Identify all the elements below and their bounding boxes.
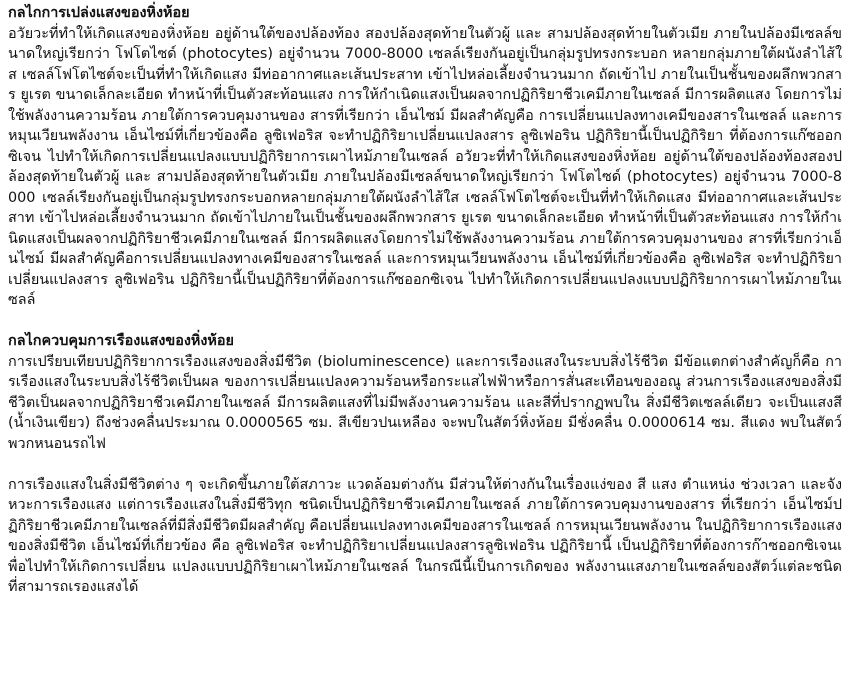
- section-spacer: [8, 311, 842, 332]
- section-paragraph: อวัยวะที่ทำให้เกิดแสงของหิ่งห้อย อยู่ด้านใต้ของปล้องท้อง สองปล้องสุดท้ายในตัวผู้ และ สามปล้องสุดท้ายในตัวเมีย ภายในปล้องมีเซลล์ขนาดใหญ่เรียกว่า โฟโตไซด์ (photocytes) อยู่จำนวน 7000-8000 เซลล์เรียงกันอยู่เป็นกลุ่มรูปทรงกระบอก หลายกลุ่มภายใต้ผนังลำไส้ใส เซลล์โฟโตไซต์จะเป็นที่ทำให้เกิดแสง มีท่ออากาศและเส้นประสาท เข้าไปหล่อเลี้ยงจำนวนมาก ถัดเข้าไป ภายในเป็นชั้นของผลึกพวกสาร ยูเรต ขนาดเล็กละเอียด ทำหน้าที่เป็นตัวสะท้อนแสง การให้กำเนิดแสงเป็นผลจากปฏิกิริยาชีวเคมีภายในเซลล์ มีการผลิตแสง โดยการไม่ใช้พลังงานความร้อน ภายใต้การควบคุมงานของ สารที่เรียกว่า เอ็นไซม์ มีผลสำคัญคือ การเปลี่ยนแปลงทางเคมีของสารในเซลล์ และการหมุนเวียนพลังงาน เอ็นไซม์ที่เกี่ยวข้องคือ ลูซิเฟอริส จะทำปฏิกิริยาเปลี่ยนแปลงสาร ลูซิเฟอริน ปฏิกิริยานี้เป็นปฏิกิริยา ที่ต้องการแก๊ซออกซิเจน ไปทำให้เกิดการเปลี่ยนแปลงแบบปฏิกิริยาการเผาไหม้ภายในเซลล์ อวัยวะที่ทำให้เกิดแสงของหิ่งห้อย อยู่ด้านใต้ของปล้องท้องสองปล้องสุดท้ายในตัวผู้ และ สามปล้องสุดท้ายในตัวเมีย ภายในปล้องมีเซลล์ขนาดใหญ่เรียกว่า โฟโตไซด์ (photocytes) อยู่จำนวน 7000-8000 เซลล์เรียงกันอยู่เป็นกลุ่มรูปทรงกระบอกหลายกลุ่มภายใต้ผนังลำไส้ใส เซลล์โฟโตไซต์จะเป็นที่ทำให้เกิดแสง มีท่ออากาศและเส้นประสาท เข้าไปหล่อเลี้ยงจำนวนมาก ถัดเข้าไปภายในเป็นชั้นของผลึกพวกสาร ยูเรต ขนาดเล็กละเอียด ทำหน้าที่เป็นตัวสะท้อนแสง การให้กำเนิดแสงเป็นผลจากปฏิกิริยาชีวเคมีภายในเซลล์ มีการผลิตแสงโดยการไม่ใช้พลังงานความร้อน ภายใต้การควบคุมงานของ สารที่เรียกว่าเอ็นไซม์ มีผลสำคัญคือการเปลี่ยนแปลงทางเคมีของสารในเซลล์ และการหมุนเวียนพลังงาน เอ็นไซม์ที่เกี่ยวข้องคือ ลูซิเฟอริส จะทำปฏิกิริยาเปลี่ยนแปลงสาร ลูซิเฟอริน ปฏิกิริยานี้เป็นปฏิกิริยาที่ต้องการแก๊ซออกซิเจน ไปทำให้เกิดการเปลี่ยนแปลงแบบปฏิกิริยาการเผาไหม้ภายในเซลล์: [8, 25, 842, 308]
- section-heading: กลไกควบคุมการเรืองแสงของหิ่งห้อย: [8, 333, 234, 349]
- section-glow-control-mechanism: [8, 331, 842, 598]
- section-paragraph: การเรืองแสงในสิ่งมีชีวิตต่าง ๆ จะเกิดขึ้นภายใต้สภาวะ แวดล้อมต่างกัน มีส่วนให้ต่างกันในเรื่องแง่ของ สี แสง ตำแหน่ง ช่วงเวลา และจังหวะการเรืองแสง แต่การเรืองแสงในสิ่งมีชีวิทุก ชนิดเป็นปฏิกิริยาชีวเคมีภายในเซลล์ ภายใต้การควบคุมงานของสาร ที่เรียกว่า เอ็นไซม์ปฏิกิริยาชีวเคมีภายในเซลล์ที่มีสิ่งมีชีวิตมีผลสำคัญ คือเปลี่ยนแปลงทางเคมีของสารในเซลล์ การหมุนเวียนพลังงาน ในปฏิกิริยาการเรืองแสงของสิ่งมีชีวิต เอ็นไซม์ที่เกี่ยวข้อง คือ ลูซิเฟอริส จะทำปฏิกิริยาเปลี่ยนแปลงสารลูซิเฟอริน ปฏิกิริยานี้ เป็นปฏิกิริยาที่ต้องการก๊าซออกซิเจนเพื่อไปทำให้เกิดการเปลี่ยน แปลงแบบปฏิกิริยาเผาไหม้ภายในเซลล์ ในกรณีนี้เป็นการเกิดของ พลังงานแสงภายในเซลล์ของสัตว์แต่ละชนิดที่สามารถเรองแสงได้: [8, 476, 842, 595]
- paragraph-spacer: [8, 454, 842, 475]
- section-heading: กลไกการเปล่งแสงของหิ่งห้อย: [8, 5, 190, 21]
- section-light-emission-mechanism: [8, 3, 842, 311]
- section-paragraph: การเปรียบเทียบปฏิกิริยาการเรืองแสงของสิ่งมีชีวิต (bioluminescence) และการเรืองแสงในระบบสิ่งไร้ชีวิต มีข้อแตกต่างสำคัญก็คือ การเรืองแสงในระบบสิ่งไร้ชีวิตเป็นผล ของการเปลี่ยนแปลงความร้อนหรือกระแสไฟฟ้าหรือการสั่นสะเทือนของอณู ส่วนการเรืองแสงของสิ่งมีชีวิตเป็นผลจากปฏิกิริยาชีวเคมีภายในเซลล์ มีการผลิตแสงที่ไม่มีพลังงานความร้อน และสีที่ปรากฏพบใน สิ่งมีชีวิตเซลล์เดียว จะเป็นแสงสี (น้ำเงินเขียว) ถึงช่วงคลื่นประมาณ 0.0000565 ซม. สีเขียวปนเหลือง จะพบในสัตว์หิ่งห้อย มีชั่งคลื่น 0.0000614 ซม. สีแดง พบในสัตว์พวกหนอนรถไฟ: [8, 353, 842, 452]
